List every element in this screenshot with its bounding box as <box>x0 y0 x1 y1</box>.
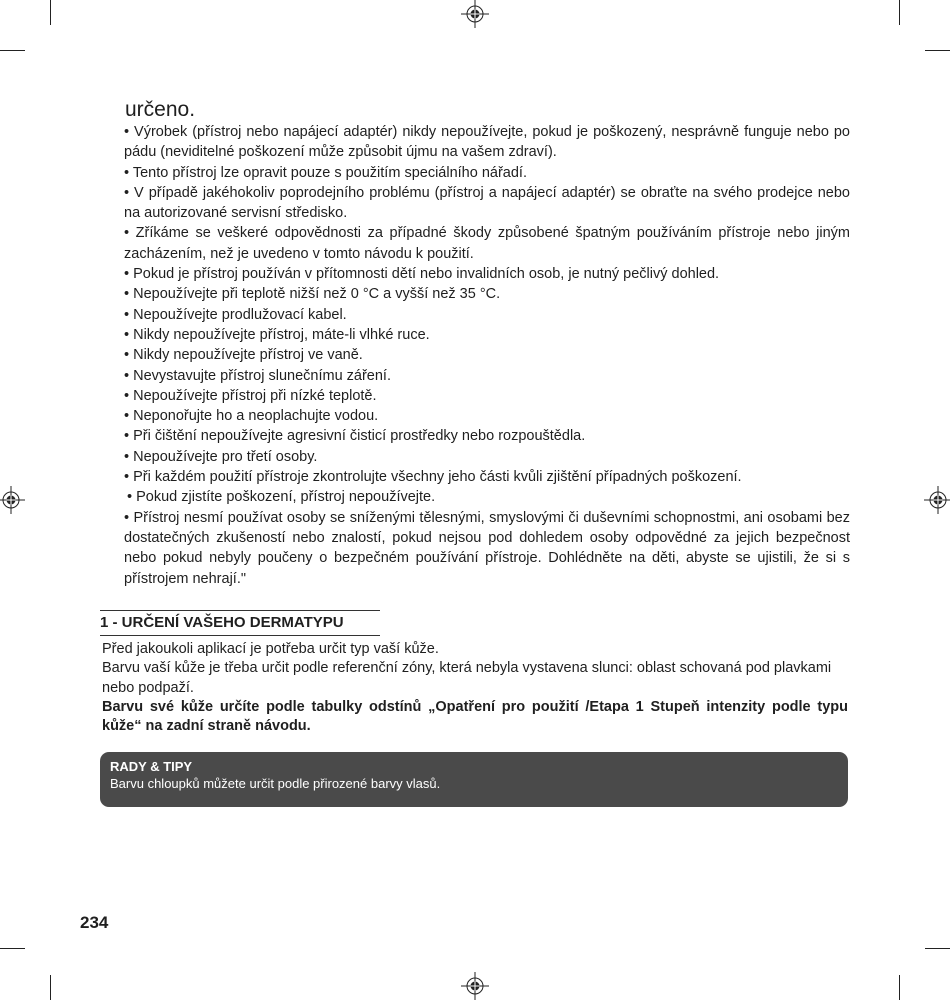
registration-mark-icon <box>0 486 25 514</box>
list-item: • Nikdy nepoužívejte přístroj, máte-li vlhké ruce. <box>124 326 430 343</box>
crop-mark <box>50 975 51 1000</box>
crop-mark <box>899 975 900 1000</box>
crop-mark <box>899 0 900 25</box>
list-item: • Nepoužívejte pro třetí osoby. <box>124 448 318 465</box>
registration-mark-icon <box>924 486 950 514</box>
lead-text: určeno. <box>125 98 196 121</box>
section-body <box>102 640 848 736</box>
crop-mark <box>50 0 51 25</box>
tips-text: Barvu chloupků můžete určit podle přirozené barvy vlasů. <box>110 776 441 791</box>
crop-mark <box>0 948 25 949</box>
section-heading: 1 - URČENÍ VAŠEHO DERMATYPU <box>100 610 380 636</box>
list-item: • Tento přístroj lze opravit pouze s použitím speciálního nářadí. <box>124 164 527 181</box>
list-item: • Pokud zjistíte poškození, přístroj nepoužívejte. <box>127 489 436 506</box>
tips-title: RADY & TIPY <box>110 759 193 774</box>
crop-mark <box>0 50 25 51</box>
list-item: • Při čištění nepoužívejte agresivní čisticí prostředky nebo rozpouštědla. <box>124 428 586 445</box>
list-item: • Zříkáme se veškeré odpovědnosti za případné škody způsobené špatným používáním přístroje nebo jiným zacházením, než je uvedeno v tomto návodu k použití. <box>124 225 850 262</box>
registration-mark-icon <box>461 0 489 28</box>
list-item: • Nevystavujte přístroj slunečnímu záření. <box>124 367 391 384</box>
list-item: • V případě jakéhokoliv poprodejního problému (přístroj a napájecí adaptér) se obraťte na svého prodejce nebo na autorizované servisní středisko. <box>124 184 850 222</box>
list-item: • Nepoužívejte při teplotě nižší než 0 °C a vyšší než 35 °C. <box>124 286 501 303</box>
list-item: • Nepoužívejte prodlužovací kabel. <box>124 306 347 323</box>
list-item: • Výrobek (přístroj nebo napájecí adaptér) nikdy nepoužívejte, pokud je poškozený, nesprávně funguje nebo po pádu (neviditelné poškození může způsobit újmu na vašem zdraví). <box>124 124 850 161</box>
crop-mark <box>925 50 950 51</box>
list-item: • Nepoužívejte přístroj při nízké teplotě. <box>124 387 377 404</box>
page-number: 234 <box>80 913 109 932</box>
list-item: • Pokud je přístroj používán v přítomnosti dětí nebo invalidních osob, je nutný pečlivý dohled. <box>124 266 720 283</box>
list-item: • Při každém použití přístroje zkontrolujte všechny jeho části kvůli zjištění případných poškození. <box>124 469 742 486</box>
registration-mark-icon <box>461 972 489 1000</box>
section-paragraph: Barvu vaší kůže je třeba určit podle referenční zóny, která nebyla vystavena slunci: oblast schovaná pod plavkami nebo podpaží. <box>102 660 832 696</box>
section-paragraph-bold: Barvu své kůže určíte podle tabulky odstínů „Opatření pro použití /Etapa 1 Stupeň intenzity podle typu kůže“ na zadní straně návodu. <box>102 698 848 735</box>
crop-mark <box>925 948 950 949</box>
list-item: • Nikdy nepoužívejte přístroj ve vaně. <box>124 347 363 364</box>
list-item: • Neponořujte ho a neoplachujte vodou. <box>124 408 379 425</box>
tips-box <box>100 752 848 807</box>
safety-bullet-list <box>124 122 850 589</box>
list-item: • Přístroj nesmí používat osoby se sníženými tělesnými, smyslovými či duševními schopnostmi, ani osobami bez dostatečných zkušeností nebo znalostí, pokud nejsou pod dohledem osoby odpovědné za jejich bezpečnost nebo pokud nebyly poučeny o bezpečném používání přístroje. Dohlédněte na děti, abyste se ujistili, že si s přístrojem nehrají." <box>124 509 850 587</box>
section-paragraph: Před jakoukoli aplikací je potřeba určit typ vaší kůže. <box>102 641 439 657</box>
